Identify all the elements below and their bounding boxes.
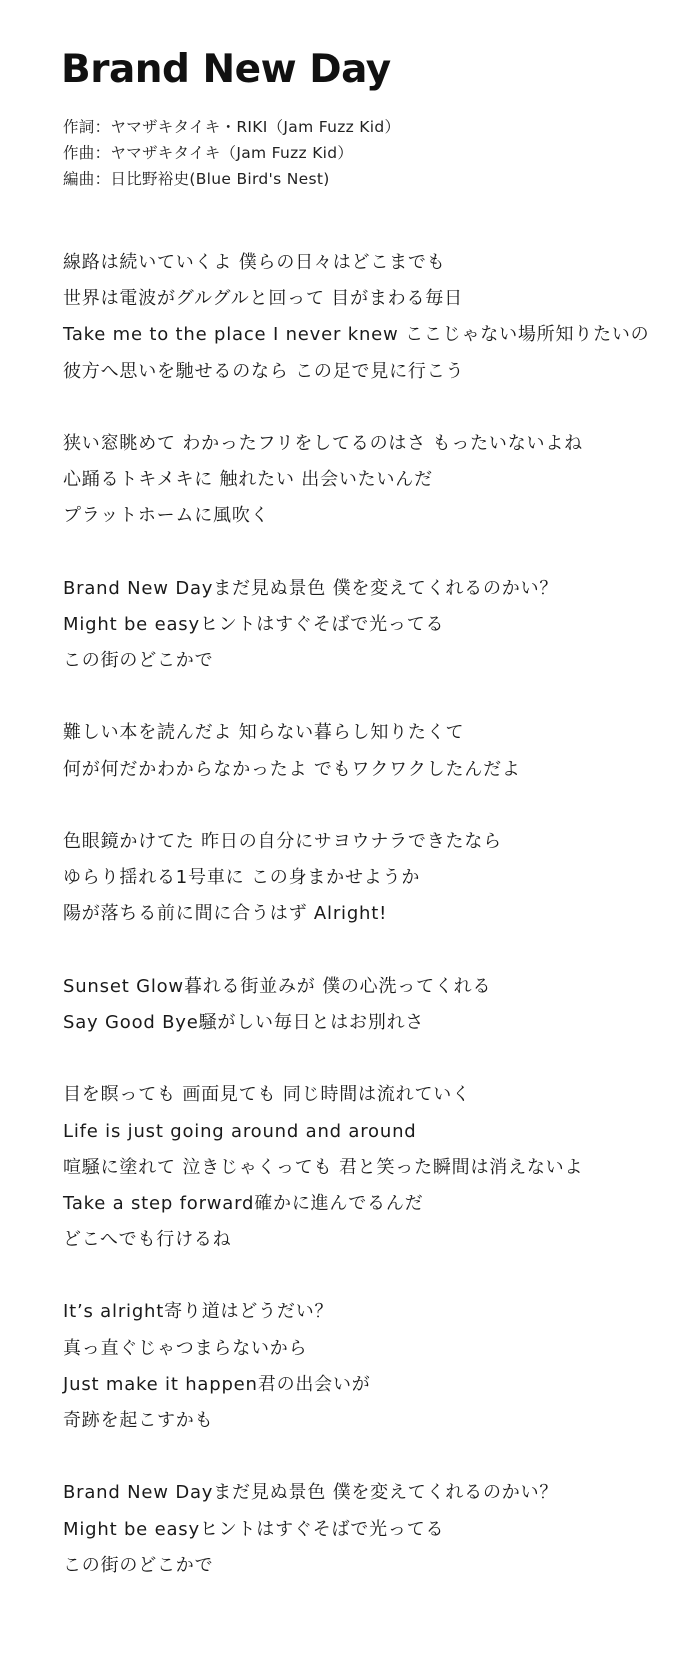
lyric-line: ゆらり揺れる1号車に この身まかせようか: [63, 867, 421, 889]
lyric-line: Brand New Dayまだ見ぬ景色 僕を変えてくれるのかい？: [63, 577, 559, 599]
lyric-line: Take me to the place I never knew ここじゃない場所知りたいの: [63, 324, 650, 346]
lyric-line: Just make it happen君の出会いが: [63, 1373, 371, 1395]
song-title: Brand New Day: [61, 47, 391, 92]
lyric-line: 世界は電波がグルグルと回って 目がまわる毎日: [63, 288, 463, 310]
lyric-stanza: [63, 426, 683, 535]
lyric-line: Might be easyヒントはすぐそばで光ってる: [63, 1518, 445, 1540]
lyric-line: Life is just going around and around: [63, 1120, 417, 1142]
lyric-line: 心踊るトキメキに 触れたい 出会いたいんだ: [63, 469, 433, 491]
lyric-line: この街のどこかで: [63, 1554, 214, 1576]
lyric-stanza: [63, 1475, 683, 1584]
lyric-stanza: [63, 1077, 683, 1258]
composer-credit: 作曲：ヤマザキタイキ（Jam Fuzz Kid）: [63, 144, 354, 162]
arranger-credit: 編曲：日比野裕史(Blue Bird's Nest): [63, 170, 330, 188]
lyric-line: 線路は続いていくよ 僕らの日々はどこまでも: [63, 252, 446, 273]
lyrics-body: [63, 245, 683, 1620]
lyric-stanza: [63, 245, 683, 390]
lyric-line: It’s alright寄り道はどうだい？: [63, 1301, 334, 1323]
lyric-line: Say Good Bye騒がしい毎日とはお別れさ: [63, 1011, 425, 1033]
lyric-line: プラットホームに風吹く: [63, 505, 270, 527]
lyric-line: Take a step forward確かに進んでるんだ: [63, 1192, 424, 1214]
lyric-line: Brand New Dayまだ見ぬ景色 僕を変えてくれるのかい？: [63, 1482, 559, 1504]
lyric-line: 色眼鏡かけてた 昨日の自分にサヨウナラできたなら: [63, 831, 502, 852]
song-credits: [63, 114, 683, 192]
lyric-line: この街のどこかで: [63, 650, 214, 672]
lyric-line: 目を瞑っても 画面見ても 同じ時間は流れていく: [63, 1084, 471, 1106]
lyric-line: 難しい本を読んだよ 知らない暮らし知りたくて: [63, 722, 465, 744]
lyric-line: どこへでも行けるね: [63, 1229, 232, 1251]
lyric-line: Sunset Glow暮れる街並みが 僕の心洗ってくれる: [63, 975, 492, 997]
lyric-stanza: [63, 969, 683, 1041]
lyricist-credit: 作詞：ヤマザキタイキ・RIKI（Jam Fuzz Kid）: [63, 118, 401, 136]
lyric-line: Might be easyヒントはすぐそばで光ってる: [63, 613, 445, 635]
lyric-stanza: [63, 824, 683, 933]
lyric-line: 真っ直ぐじゃつまらないから: [63, 1337, 308, 1359]
lyric-stanza: [63, 1294, 683, 1439]
lyric-line: 陽が落ちる前に間に合うはず Alright!: [63, 903, 388, 925]
lyric-line: 奇跡を起こすかも: [63, 1410, 214, 1431]
lyric-stanza: [63, 571, 683, 680]
lyric-line: 狭い窓眺めて わかったフリをしてるのはさ もったいないよね: [63, 432, 583, 454]
lyric-line: 喧騒に塗れて 泣きじゃくっても 君と笑った瞬間は消えないよ: [63, 1156, 584, 1178]
lyric-line: 何が何だかわからなかったよ でもワクワクしたんだよ: [63, 758, 521, 780]
lyric-line: 彼方へ思いを馳せるのなら この足で見に行こう: [63, 360, 465, 382]
lyric-stanza: [63, 715, 683, 787]
